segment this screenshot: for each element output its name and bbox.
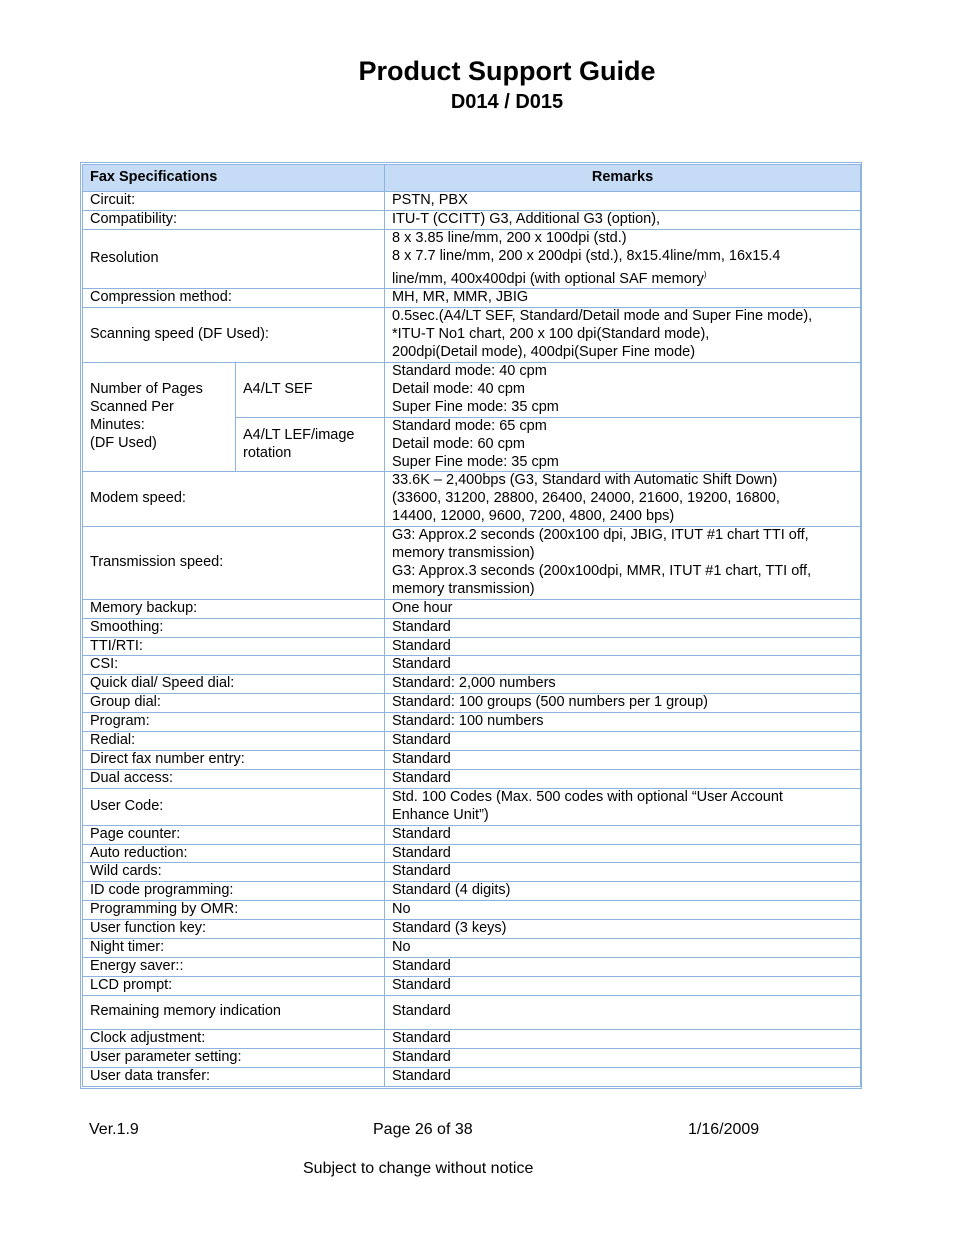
cell-line: No xyxy=(392,901,411,918)
table-row xyxy=(83,732,861,751)
spec-label: Night timer: xyxy=(83,939,385,958)
table-row xyxy=(83,844,861,863)
spec-label: ID code programming: xyxy=(83,882,385,901)
cell-line: Scanned Per xyxy=(90,399,174,416)
spec-label: Group dial: xyxy=(83,694,385,713)
spec-label: User data transfer: xyxy=(83,1067,385,1086)
spec-label: Clock adjustment: xyxy=(83,1029,385,1048)
spec-value xyxy=(385,694,861,713)
cell-line: 200dpi(Detail mode), 400dpi(Super Fine mode) xyxy=(392,344,696,361)
cell-line: Number of Pages xyxy=(90,381,203,398)
cell-line: Standard xyxy=(392,825,451,842)
spec-value xyxy=(385,599,861,618)
spec-label: User Code: xyxy=(83,788,385,825)
table-row xyxy=(83,920,861,939)
spec-value xyxy=(385,675,861,694)
spec-label: Dual access: xyxy=(83,769,385,788)
cell-line: ITU-T (CCITT) G3, Additional G3 (option), xyxy=(392,210,661,227)
spec-value xyxy=(385,637,861,656)
cell-line: Standard xyxy=(392,1067,451,1084)
cell-line: G3: Approx.2 seconds (200x100 dpi, JBIG, ITUT #1 chart TTI off, xyxy=(392,527,809,544)
cell-line: 14400, 12000, 9600, 7200, 4800, 2400 bps) xyxy=(392,508,675,525)
spec-label: Programming by OMR: xyxy=(83,901,385,920)
spec-value xyxy=(385,1029,861,1048)
table-row xyxy=(83,210,861,229)
cell-line: Minutes: xyxy=(90,417,145,434)
cell-line: One hour xyxy=(392,599,453,616)
spec-label: Energy saver:: xyxy=(83,957,385,976)
spec-label: Smoothing: xyxy=(83,618,385,637)
spec-label: TTI/RTI: xyxy=(83,637,385,656)
table-row xyxy=(83,308,861,363)
cell-line: Standard xyxy=(392,1048,451,1065)
spec-value xyxy=(385,1048,861,1067)
table-row xyxy=(83,1067,861,1086)
footer-notice: Subject to change without notice xyxy=(303,1160,534,1177)
spec-value xyxy=(385,210,861,229)
model-subtitle: D014 / D015 xyxy=(450,91,564,113)
cell-line: 8 x 7.7 line/mm, 200 x 200dpi (std.), 8x15.4line/mm, 16x15.4 xyxy=(392,247,781,264)
table-row xyxy=(83,637,861,656)
spec-value xyxy=(385,1067,861,1086)
spec-value xyxy=(385,527,861,600)
spec-label: Auto reduction: xyxy=(83,844,385,863)
cell-line: line/mm, 400x400dpi (with optional SAF memory xyxy=(392,270,704,287)
table-row xyxy=(83,788,861,825)
spec-label: User function key: xyxy=(83,920,385,939)
spec-label: Compression method: xyxy=(83,289,385,308)
spec-value xyxy=(385,713,861,732)
table-row xyxy=(83,751,861,770)
spec-group-label xyxy=(83,362,236,471)
spec-value xyxy=(385,957,861,976)
cell-line: Standard (3 keys) xyxy=(392,920,507,937)
spec-label: Resolution xyxy=(83,229,385,289)
table-row xyxy=(83,976,861,995)
spec-label: Redial: xyxy=(83,732,385,751)
cell-line: 0.5sec.(A4/LT SEF, Standard/Detail mode and Super Fine mode), xyxy=(392,308,813,325)
cell-line: Detail mode: 60 cpm xyxy=(392,435,525,452)
table-row xyxy=(83,939,861,958)
spec-value xyxy=(385,844,861,863)
spec-value xyxy=(385,472,861,527)
table-row xyxy=(83,1029,861,1048)
spec-value xyxy=(385,976,861,995)
table-header-row xyxy=(83,165,861,192)
cell-line: Standard xyxy=(392,656,451,673)
cell-line: (DF Used) xyxy=(90,435,157,452)
spec-label: Remaining memory indication xyxy=(83,995,385,1029)
cell-line: Standard: 100 numbers xyxy=(392,713,544,730)
spec-value xyxy=(385,656,861,675)
table-row xyxy=(83,192,861,211)
table-row xyxy=(83,694,861,713)
cell-line: memory transmission) xyxy=(392,580,535,597)
spec-value xyxy=(385,229,861,289)
spec-value xyxy=(385,788,861,825)
table-row xyxy=(83,882,861,901)
spec-value xyxy=(385,939,861,958)
fax-spec-table xyxy=(82,164,861,1087)
cell-line: PSTN, PBX xyxy=(392,192,468,208)
cell-line: Standard mode: 40 cpm xyxy=(392,362,547,379)
table-row xyxy=(83,769,861,788)
spec-value xyxy=(385,308,861,363)
table-row xyxy=(83,825,861,844)
spec-value xyxy=(385,751,861,770)
spec-value xyxy=(385,417,861,472)
table-row xyxy=(83,675,861,694)
spec-label: Modem speed: xyxy=(83,472,385,527)
spec-label: Quick dial/ Speed dial: xyxy=(83,675,385,694)
spec-sub-label xyxy=(236,362,385,417)
cell-line: Standard xyxy=(392,769,451,786)
table-row xyxy=(83,362,861,417)
table-row xyxy=(83,656,861,675)
cell-line: MH, MR, MMR, JBIG xyxy=(392,289,529,306)
cell-line: Standard xyxy=(392,957,451,974)
table-row xyxy=(83,599,861,618)
table-row xyxy=(83,901,861,920)
cell-line: memory transmission) xyxy=(392,545,535,562)
spec-label: Direct fax number entry: xyxy=(83,751,385,770)
cell-line: Standard xyxy=(392,637,451,654)
spec-label: CSI: xyxy=(83,656,385,675)
spec-label: User parameter setting: xyxy=(83,1048,385,1067)
spec-label: Page counter: xyxy=(83,825,385,844)
table-row xyxy=(83,472,861,527)
spec-label: LCD prompt: xyxy=(83,976,385,995)
spec-label: Circuit: xyxy=(83,192,385,211)
table-row xyxy=(83,618,861,637)
cell-line: 8 x 3.85 line/mm, 200 x 100dpi (std.) xyxy=(392,229,627,246)
cell-line: Standard: 2,000 numbers xyxy=(392,675,556,692)
page-title: Product Support Guide xyxy=(358,56,656,86)
spec-label: Program: xyxy=(83,713,385,732)
spec-value xyxy=(385,769,861,788)
cell-line: A4/LT LEF/image xyxy=(243,426,355,443)
table-row xyxy=(83,863,861,882)
table-heading: Fax Specifications xyxy=(83,165,385,192)
spec-label: Compatibility: xyxy=(83,210,385,229)
table-row xyxy=(83,289,861,308)
cell-line: Standard xyxy=(392,863,451,880)
cell-line: Enhance Unit”) xyxy=(392,806,489,823)
spec-value xyxy=(385,920,861,939)
spec-label: Memory backup: xyxy=(83,599,385,618)
cell-line: Standard xyxy=(392,751,451,768)
cell-line: (33600, 31200, 28800, 26400, 24000, 21600, 19200, 16800, xyxy=(392,490,780,507)
superscript-mark: ) xyxy=(703,269,707,279)
table-row xyxy=(83,527,861,600)
cell-line: Standard xyxy=(392,844,451,861)
cell-line: G3: Approx.3 seconds (200x100dpi, MMR, ITUT #1 chart, TTI off, xyxy=(392,562,812,579)
footer-page-number: Page 26 of 38 xyxy=(373,1121,473,1138)
spec-value xyxy=(385,882,861,901)
spec-label: Transmission speed: xyxy=(83,527,385,600)
cell-line: Standard xyxy=(392,976,451,993)
cell-line: Std. 100 Codes (Max. 500 codes with optional “User Account xyxy=(392,788,783,805)
table-row xyxy=(83,1048,861,1067)
remarks-header: Remarks xyxy=(385,165,861,192)
spec-label: Wild cards: xyxy=(83,863,385,882)
spec-value xyxy=(385,901,861,920)
fax-spec-table-frame xyxy=(80,162,862,1089)
spec-value xyxy=(385,995,861,1029)
cell-line: Standard xyxy=(392,1029,451,1046)
footer-date: 1/16/2009 xyxy=(688,1121,760,1138)
cell-line: Standard (4 digits) xyxy=(392,882,511,899)
spec-sub-label xyxy=(236,417,385,472)
cell-line: Standard mode: 65 cpm xyxy=(392,417,547,434)
spec-value xyxy=(385,825,861,844)
cell-line: No xyxy=(392,939,411,956)
cell-line: 33.6K – 2,400bps (G3, Standard with Automatic Shift Down) xyxy=(392,472,778,489)
table-row xyxy=(83,957,861,976)
cell-line: A4/LT SEF xyxy=(243,380,313,397)
spec-value xyxy=(385,863,861,882)
footer-version: Ver.1.9 xyxy=(89,1121,139,1138)
table-row xyxy=(83,713,861,732)
spec-label: Scanning speed (DF Used): xyxy=(83,308,385,363)
cell-line: Super Fine mode: 35 cpm xyxy=(392,453,559,470)
spec-value xyxy=(385,362,861,417)
spec-value xyxy=(385,732,861,751)
cell-line: rotation xyxy=(243,444,292,461)
spec-value xyxy=(385,618,861,637)
cell-line: Standard: 100 groups (500 numbers per 1 group) xyxy=(392,694,708,711)
cell-line: Standard xyxy=(392,732,451,749)
cell-line: Standard xyxy=(392,618,451,635)
cell-line: *ITU-T No1 chart, 200 x 100 dpi(Standard mode), xyxy=(392,326,710,343)
cell-line: Detail mode: 40 cpm xyxy=(392,380,525,397)
table-row xyxy=(83,229,861,289)
cell-line: Super Fine mode: 35 cpm xyxy=(392,398,559,415)
cell-line: Standard xyxy=(392,1003,451,1020)
spec-value xyxy=(385,192,861,211)
table-row xyxy=(83,995,861,1029)
spec-value xyxy=(385,289,861,308)
